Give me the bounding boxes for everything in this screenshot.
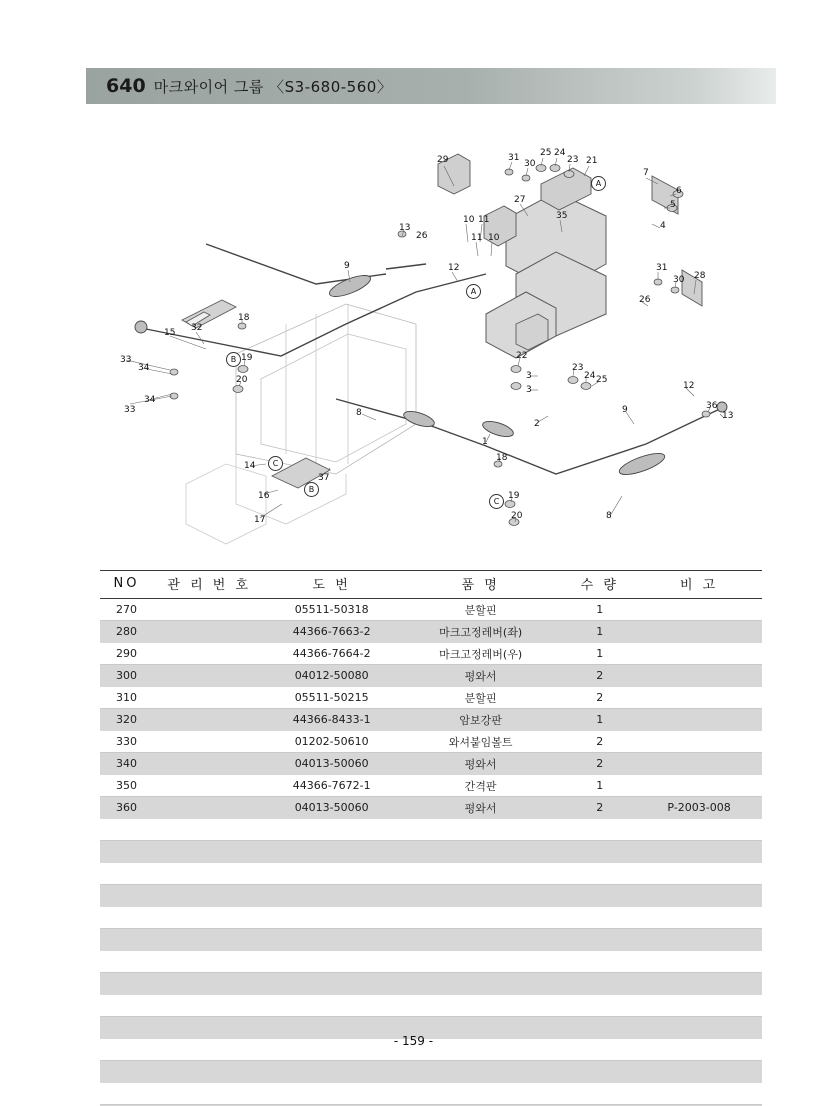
cell-name: 간격판 <box>398 775 564 797</box>
callout-label: 15 <box>164 328 176 338</box>
table-row <box>100 797 762 819</box>
callout-label: 36 <box>706 401 718 411</box>
cell-remark <box>636 687 762 709</box>
callout-label: 18 <box>496 453 508 463</box>
cell-dwg: 04012-50080 <box>265 665 397 687</box>
cell-no: 310 <box>100 687 153 709</box>
callout-label: 8 <box>606 511 612 521</box>
cell-mgmt <box>153 599 266 621</box>
column-header-qty: 수 량 <box>563 571 636 599</box>
cell-name: 암보강판 <box>398 709 564 731</box>
cell-mgmt <box>153 709 266 731</box>
callout-label: 34 <box>138 363 150 373</box>
cell-mgmt <box>153 775 266 797</box>
callout-label: 19 <box>508 491 520 501</box>
parts-diagram <box>86 124 776 554</box>
cell-name: 마크고정레버(좌) <box>398 621 564 643</box>
cell-qty: 1 <box>563 775 636 797</box>
parts-table-container <box>100 570 762 1106</box>
cell-name: 분할핀 <box>398 687 564 709</box>
cell-qty: 2 <box>563 731 636 753</box>
callout-label: 9 <box>622 405 628 415</box>
cell-no: 350 <box>100 775 153 797</box>
cell-name: 마크고정레버(우) <box>398 643 564 665</box>
cell-mgmt <box>153 665 266 687</box>
page-title: 마크와이어 그룹 〈S3-680-560〉 <box>153 77 393 96</box>
table-row <box>100 709 762 731</box>
callout-label: 2 <box>534 419 540 429</box>
table-row-blank <box>100 929 762 951</box>
cell-dwg: 01202-50610 <box>265 731 397 753</box>
page-number: - 159 - <box>393 1034 434 1048</box>
table-header-row <box>100 571 762 599</box>
callout-label: 33 <box>120 355 132 365</box>
table-row-blank <box>100 819 762 841</box>
cell-remark: P-2003-008 <box>636 797 762 819</box>
parts-table <box>100 570 762 1106</box>
cell-no: 300 <box>100 665 153 687</box>
page-footer <box>14 1034 813 1048</box>
callout-label: 25 <box>540 148 552 158</box>
cell-qty: 1 <box>563 621 636 643</box>
column-header-name: 품 명 <box>398 571 564 599</box>
table-row-blank <box>100 951 762 973</box>
callout-label: 30 <box>524 159 536 169</box>
table-row-blank <box>100 907 762 929</box>
table-row-blank <box>100 863 762 885</box>
page-content <box>14 14 813 1092</box>
section-header <box>106 74 392 98</box>
callout-label: 1 <box>482 437 488 447</box>
cell-name: 와셔붙임볼트 <box>398 731 564 753</box>
column-header-no: NO <box>100 571 153 599</box>
callout-label: 11 <box>478 215 490 225</box>
callout-label: 6 <box>676 186 682 196</box>
callout-label: 17 <box>254 515 266 525</box>
cell-remark <box>636 665 762 687</box>
cell-no: 290 <box>100 643 153 665</box>
column-header-mgmt: 관 리 번 호 <box>153 571 266 599</box>
cell-dwg: 44366-7672-1 <box>265 775 397 797</box>
cell-dwg: 05511-50318 <box>265 599 397 621</box>
table-row <box>100 621 762 643</box>
table-row <box>100 775 762 797</box>
cell-remark <box>636 599 762 621</box>
diagram-artwork <box>86 124 776 554</box>
callout-label: 13 <box>399 223 411 233</box>
cell-remark <box>636 775 762 797</box>
cell-dwg: 44366-8433-1 <box>265 709 397 731</box>
callout-label: 10 <box>463 215 475 225</box>
cell-remark <box>636 621 762 643</box>
table-row-blank <box>100 995 762 1017</box>
callout-label: 31 <box>656 263 668 273</box>
section-balloon: C <box>268 456 283 471</box>
cell-no: 330 <box>100 731 153 753</box>
callout-label: 4 <box>660 221 666 231</box>
cell-remark <box>636 709 762 731</box>
section-balloon: C <box>489 494 504 509</box>
cell-remark <box>636 643 762 665</box>
cell-dwg: 04013-50060 <box>265 753 397 775</box>
table-row <box>100 599 762 621</box>
callout-label: 21 <box>586 156 598 166</box>
callout-label: 30 <box>673 275 685 285</box>
cell-qty: 2 <box>563 753 636 775</box>
table-body <box>100 599 762 1106</box>
callout-label: 32 <box>191 323 203 333</box>
callout-label: 24 <box>584 371 596 381</box>
callout-label: 23 <box>567 155 579 165</box>
table-row-blank <box>100 1083 762 1105</box>
callout-label: 25 <box>596 375 608 385</box>
table-row-blank <box>100 973 762 995</box>
callout-label: 37 <box>318 473 330 483</box>
cell-dwg: 05511-50215 <box>265 687 397 709</box>
table-row <box>100 687 762 709</box>
callout-label: 3 <box>526 385 532 395</box>
cell-no: 270 <box>100 599 153 621</box>
cell-name: 평와서 <box>398 753 564 775</box>
callout-label: 9 <box>344 261 350 271</box>
callout-label: 12 <box>448 263 460 273</box>
cell-qty: 2 <box>563 665 636 687</box>
callout-label: 7 <box>643 168 649 178</box>
table-row <box>100 753 762 775</box>
callout-label: 24 <box>554 148 566 158</box>
callout-label: 19 <box>241 353 253 363</box>
cell-mgmt <box>153 621 266 643</box>
section-balloon: B <box>226 352 241 367</box>
cell-mgmt <box>153 797 266 819</box>
cell-name: 평와서 <box>398 665 564 687</box>
cell-dwg: 44366-7664-2 <box>265 643 397 665</box>
callout-label: 33 <box>124 405 136 415</box>
callout-label: 26 <box>416 231 428 241</box>
callout-label: 35 <box>556 211 568 221</box>
cell-mgmt <box>153 753 266 775</box>
section-balloon: B <box>304 482 319 497</box>
callout-label: 27 <box>514 195 526 205</box>
cell-dwg: 44366-7663-2 <box>265 621 397 643</box>
callout-label: 8 <box>356 408 362 418</box>
callout-label: 14 <box>244 461 256 471</box>
callout-label: 28 <box>694 271 706 281</box>
cell-qty: 1 <box>563 709 636 731</box>
table-row-blank <box>100 841 762 863</box>
callout-label: 29 <box>437 155 449 165</box>
cell-name: 분할핀 <box>398 599 564 621</box>
cell-name: 평와서 <box>398 797 564 819</box>
table-row-blank <box>100 885 762 907</box>
cell-mgmt <box>153 731 266 753</box>
cell-mgmt <box>153 643 266 665</box>
cell-qty: 2 <box>563 797 636 819</box>
callout-label: 26 <box>639 295 651 305</box>
table-row-blank <box>100 1061 762 1083</box>
cell-no: 280 <box>100 621 153 643</box>
table-header <box>100 571 762 599</box>
cell-qty: 1 <box>563 643 636 665</box>
cell-mgmt <box>153 687 266 709</box>
cell-remark <box>636 753 762 775</box>
callout-label: 18 <box>238 313 250 323</box>
cell-dwg: 04013-50060 <box>265 797 397 819</box>
callout-label: 11 <box>471 233 483 243</box>
cell-remark <box>636 731 762 753</box>
callout-label: 12 <box>683 381 695 391</box>
callout-label: 5 <box>670 200 676 210</box>
callout-label: 13 <box>722 411 734 421</box>
callout-label: 31 <box>508 153 520 163</box>
callout-label: 16 <box>258 491 270 501</box>
cell-no: 360 <box>100 797 153 819</box>
callout-label: 20 <box>236 375 248 385</box>
column-header-remark: 비 고 <box>636 571 762 599</box>
callout-label: 3 <box>526 371 532 381</box>
table-row <box>100 643 762 665</box>
table-row <box>100 665 762 687</box>
section-balloon: A <box>466 284 481 299</box>
callout-label: 23 <box>572 363 584 373</box>
column-header-dwg: 도 번 <box>265 571 397 599</box>
cell-no: 320 <box>100 709 153 731</box>
cell-qty: 1 <box>563 599 636 621</box>
callout-label: 10 <box>488 233 500 243</box>
callout-label: 22 <box>516 351 528 361</box>
cell-no: 340 <box>100 753 153 775</box>
callout-label: 20 <box>511 511 523 521</box>
table-row <box>100 731 762 753</box>
section-balloon: A <box>591 176 606 191</box>
group-number: 640 <box>106 75 146 97</box>
callout-label: 34 <box>144 395 156 405</box>
cell-qty: 2 <box>563 687 636 709</box>
